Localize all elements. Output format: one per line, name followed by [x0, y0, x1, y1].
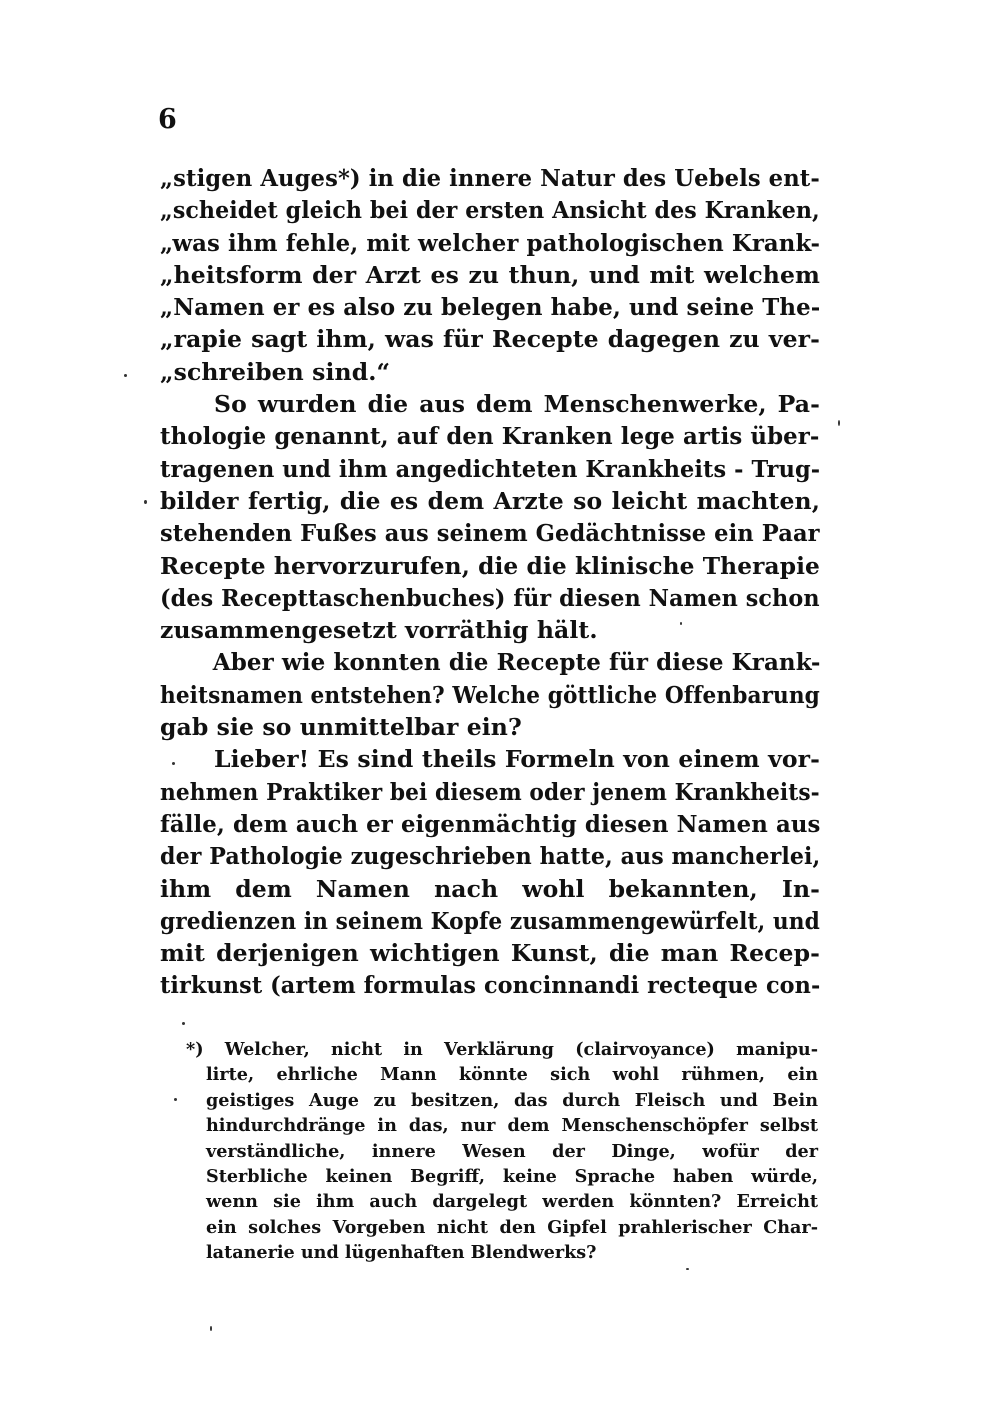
- footnote-line: hindurchdränge in das, nur dem Menschenschöpfer selbst: [206, 1115, 818, 1137]
- scan-speck: [838, 420, 840, 426]
- paragraph-start-line: Aber wie konnten die Recepte für diese Krank-: [212, 648, 821, 677]
- scan-speck: [680, 622, 682, 625]
- text-line: stehenden Fußes aus seinem Gedächtnisse ein Paar: [160, 519, 820, 548]
- text-line: (des Recepttaschenbuches) für diesen Namen schon: [160, 583, 820, 612]
- footnote-line: latanerie und lügenhaften Blendwerks?: [206, 1242, 597, 1264]
- text-line: „rapie sagt ihm, was für Recepte dagegen zu ver-: [160, 325, 820, 354]
- scan-speck: [182, 1022, 185, 1025]
- page-number: 6: [158, 104, 177, 135]
- paragraph-start-line: So wurden die aus dem Menschenwerke, Pa-: [214, 390, 820, 419]
- scan-speck: [686, 1268, 689, 1270]
- text-line: der Pathologie zugeschrieben hatte, aus mancherlei,: [160, 842, 821, 871]
- body-text: [160, 162, 820, 1002]
- text-line: nehmen Praktiker bei diesem oder jenem Krankheits-: [160, 777, 820, 806]
- text-line: mit derjenigen wichtigen Kunst, die man Recep-: [160, 939, 820, 968]
- text-line: „heitsform der Arzt es zu thun, und mit welchem: [160, 260, 820, 289]
- scan-speck: [174, 1098, 177, 1101]
- text-line: tragenen und ihm angedichteten Krankheits - Trug-: [160, 454, 821, 483]
- text-line: bilder fertig, die es dem Arzte so leicht machten,: [160, 486, 820, 515]
- text-line: thologie genannt, auf den Kranken lege artis über-: [160, 422, 820, 451]
- footnote-line: geistiges Auge zu besitzen, das durch Fleisch und Bein: [206, 1089, 818, 1111]
- text-line: „Namen er es also zu belegen habe, und seine The-: [160, 293, 821, 322]
- footnote-line: verständliche, innere Wesen der Dinge, wofür der: [206, 1140, 818, 1162]
- text-line: tirkunst (artem formulas concinnandi recteque con-: [160, 971, 821, 1000]
- text-line: gredienzen in seinem Kopfe zusammengewürfelt, und: [160, 906, 820, 935]
- scan-speck: [172, 762, 175, 765]
- text-line: „scheidet gleich bei der ersten Ansicht des Kranken,: [160, 196, 820, 225]
- text-line: gab sie so unmittelbar ein?: [160, 713, 522, 742]
- scan-speck: [144, 500, 147, 504]
- footnote: [186, 1037, 818, 1266]
- paragraph-start-line: Lieber! Es sind theils Formeln von einem vor-: [214, 745, 820, 774]
- text-line: Recepte hervorzurufen, die die klinische Therapie: [160, 551, 820, 580]
- text-line: fälle, dem auch er eigenmächtig diesen Namen aus: [160, 809, 821, 838]
- text-line: ihm dem Namen nach wohl bekannten, In-: [160, 874, 820, 903]
- text-line: „stigen Auges*) in die innere Natur des Uebels ent-: [160, 164, 820, 192]
- footnote-line: lirte, ehrliche Mann könnte sich wohl rühmen, ein: [206, 1064, 818, 1086]
- scan-speck: [210, 1326, 212, 1331]
- footnote-line: wenn sie ihm auch dargelegt werden könnten? Erreicht: [206, 1191, 818, 1213]
- text-line: „schreiben sind.“: [160, 357, 391, 386]
- text-line: „was ihm fehle, mit welcher pathologischen Krank-: [160, 228, 821, 257]
- footnote-line: ein solches Vorgeben nicht den Gipfel prahlerischer Char-: [206, 1216, 818, 1238]
- footnote-line: *) Welcher, nicht in Verklärung (clairvoyance) manipu-: [186, 1039, 818, 1060]
- text-line: zusammengesetzt vorräthig hält.: [160, 616, 598, 645]
- footnote-line: Sterbliche keinen Begriff, keine Sprache haben würde,: [206, 1165, 818, 1187]
- scan-speck: [124, 374, 127, 377]
- text-line: heitsnamen entstehen? Welche göttliche Offenbarung: [160, 680, 820, 709]
